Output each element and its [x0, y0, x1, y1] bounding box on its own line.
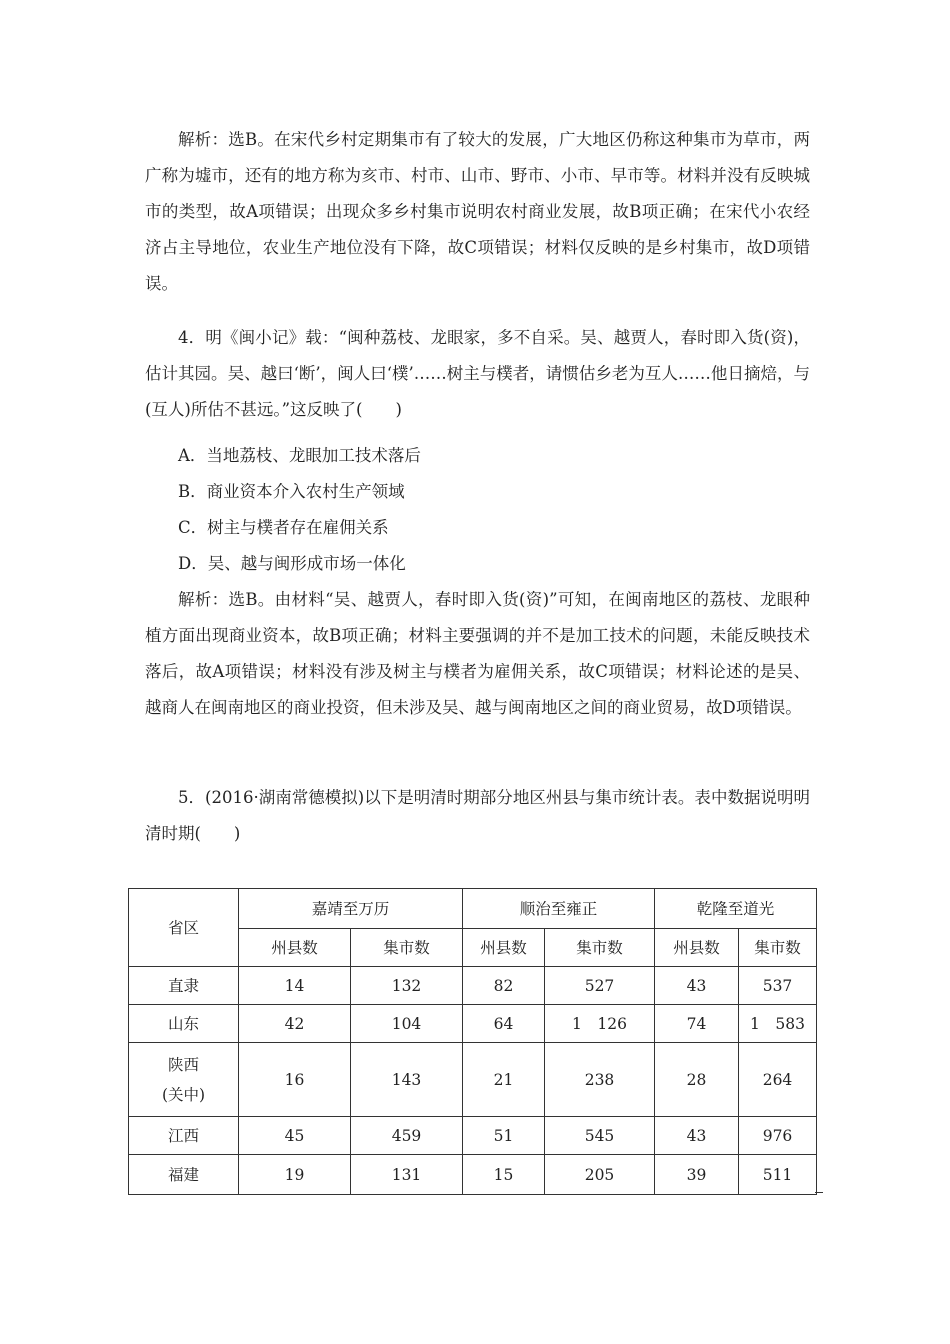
province-name	[129, 1043, 239, 1117]
table-cell: 15	[463, 1155, 545, 1195]
table-cell: 45	[239, 1117, 351, 1155]
province-name-line-1: 陕西	[167, 1055, 199, 1074]
table-row	[129, 1005, 817, 1043]
table-row	[129, 1155, 817, 1195]
table-cell: 104	[351, 1005, 463, 1043]
subheader-counties: 州县数	[655, 929, 739, 967]
table-cell: 511	[739, 1155, 817, 1195]
province-name-line-2: (关中)	[161, 1085, 206, 1104]
table-cell: 74	[655, 1005, 739, 1043]
subheader-markets: 集市数	[739, 929, 817, 967]
table-cell: 537	[739, 967, 817, 1005]
table-cell: 64	[463, 1005, 545, 1043]
table-cell: 976	[739, 1117, 817, 1155]
table-cell: 51	[463, 1117, 545, 1155]
table-cell: 264	[739, 1043, 817, 1117]
table-cell: 16	[239, 1043, 351, 1117]
header-period-2: 顺治至雍正	[463, 889, 655, 929]
q4-option-b: B．商业资本介入农村生产领域	[178, 482, 405, 501]
table-cell: 238	[545, 1043, 655, 1117]
header-period-1: 嘉靖至万历	[239, 889, 463, 929]
table-cell: 459	[351, 1117, 463, 1155]
table-cell: 21	[463, 1043, 545, 1117]
subheader-counties: 州县数	[239, 929, 351, 967]
table-row	[129, 1117, 817, 1155]
subheader-markets: 集市数	[351, 929, 463, 967]
table-cell: 82	[463, 967, 545, 1005]
q3-analysis: 解析：选B。在宋代乡村定期集市有了较大的发展，广大地区仍称这种集市为草市，两广称为墟市，还有的地方称为亥市、村市、山市、野市、小市、早市等。材料并没有反映城市的类型，故A项错误；出现众多乡村集市说明农村商业发展，故B项正确；在宋代小农经济占主导地位，农业生产地位没有下降，故C项错误；材料仅反映的是乡村集市，故D项错误。	[145, 130, 810, 293]
table-cell: 527	[545, 967, 655, 1005]
table-cell: 28	[655, 1043, 739, 1117]
table-cell: 545	[545, 1117, 655, 1155]
table-cell: 205	[545, 1155, 655, 1195]
q4-option-a: A．当地荔枝、龙眼加工技术落后	[178, 446, 421, 465]
province-name: 山东	[129, 1005, 239, 1043]
q4-stem: 4．明《闽小记》载：“闽种荔枝、龙眼家，多不自采。吴、越贾人，春时即入货(资)，估计其园。吴、越曰‘断’，闽人曰‘樸’……树主与樸者，请惯估乡老为互人……他日摘焙，与(互人)所估不甚远。”这反映了( )	[145, 328, 810, 419]
table-row	[129, 1043, 817, 1117]
table-cell: 143	[351, 1043, 463, 1117]
q5-stem: 5．(2016·湖南常德模拟)以下是明清时期部分地区州县与集市统计表。表中数据说明明清时期( )	[145, 788, 810, 843]
q4-option-c: C．树主与樸者存在雇佣关系	[178, 518, 389, 537]
table-cell: 1 583	[739, 1005, 817, 1043]
subheader-counties: 州县数	[463, 929, 545, 967]
header-province: 省区	[129, 889, 239, 967]
province-name: 江西	[129, 1117, 239, 1155]
subheader-markets: 集市数	[545, 929, 655, 967]
table-row	[129, 967, 817, 1005]
q4-option-d: D．吴、越与闽形成市场一体化	[178, 554, 406, 573]
table-cell: 14	[239, 967, 351, 1005]
table-cell: 43	[655, 967, 739, 1005]
market-statistics-table	[128, 888, 817, 1195]
table-cell: 131	[351, 1155, 463, 1195]
table-cell: 19	[239, 1155, 351, 1195]
table-cell: 39	[655, 1155, 739, 1195]
header-period-3: 乾隆至道光	[655, 889, 817, 929]
table-cell: 132	[351, 967, 463, 1005]
table-cell: 42	[239, 1005, 351, 1043]
q4-analysis: 解析：选B。由材料“吴、越贾人，春时即入货(资)”可知，在闽南地区的荔枝、龙眼种植方面出现商业资本，故B项正确；材料主要强调的并不是加工技术的问题，未能反映技术落后，故A项错误；材料没有涉及树主与樸者为雇佣关系，故C项错误；材料论述的是吴、越商人在闽南地区的商业投资，但未涉及吴、越与闽南地区之间的商业贸易，故D项错误。	[145, 590, 810, 717]
table-header-row	[129, 889, 817, 929]
province-name: 福建	[129, 1155, 239, 1195]
table-cell: 43	[655, 1117, 739, 1155]
province-name: 直隶	[129, 967, 239, 1005]
table-rule-tail	[815, 1192, 823, 1193]
table-cell: 1 126	[545, 1005, 655, 1043]
